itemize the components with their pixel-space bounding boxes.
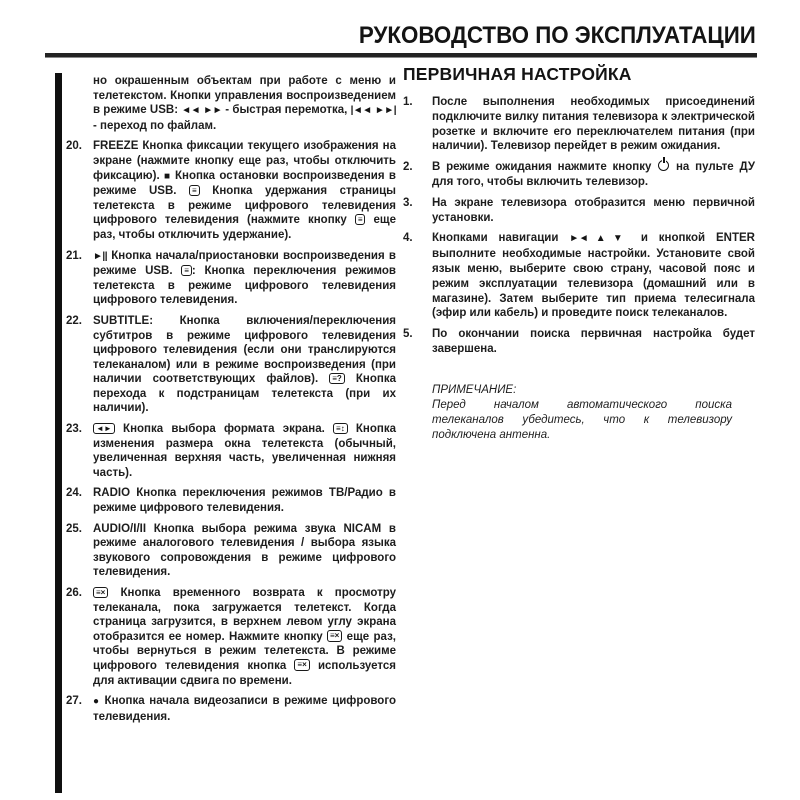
list-item-number: 4. — [403, 232, 413, 245]
list-item-text: По окончании поиска первичная настройка будет завершена. — [432, 328, 755, 355]
skip-next-icon: ►►| — [374, 105, 396, 117]
continuation-paragraph: но окрашенным объектам при работе с меню и телетекстом. Кнопки управления воспроизведением в режиме USB: ◄◄ ►► - быстрая перемотка, |◄◄ ►►| - переход по файлам. — [93, 75, 396, 132]
power-icon — [658, 160, 669, 171]
setup-step-3 — [403, 196, 755, 226]
list-item-number: 26. — [66, 587, 82, 599]
note-label: ПРИМЕЧАНИЕ: — [432, 383, 517, 396]
note-text: Перед началом автоматического поиска телеканалов убедитесь, что к телевизору подключена антенна. — [432, 398, 732, 441]
list-item-text: ◄► Кнопка выбора формата экрана. ≡↕ Кнопка изменения размера окна телетекста (обычный, увеличенная верхняя часть, увеличенная нижняя часть). — [93, 423, 396, 479]
list-item-24 — [66, 486, 396, 515]
list-item-23 — [66, 422, 396, 480]
list-item-number: 25. — [66, 522, 82, 535]
teletext-hold-icon: ≡ — [189, 185, 200, 197]
list-item-20 — [66, 139, 396, 242]
list-item-number: 22. — [66, 314, 82, 327]
play-pause-icon: ►|| — [93, 250, 107, 262]
list-item-25 — [66, 522, 396, 580]
list-item-text: Кнопками навигации ►◄▲▼ и кнопкой ENTER выполните необходимые настройки. Установите свой язык меню, выберите свою страну, часовой пояс и режим эксплуатации телевизора (домашний или в магазине). Затем выберите тип приема телесигнала (эфир или кабель) и проведите поиск телеканалов. — [432, 232, 755, 320]
list-item-text: RADIO Кнопка переключения режимов ТВ/Радио в режиме цифрового телевидения. — [93, 487, 396, 515]
list-item-text: ►|| Кнопка начала/приостановки воспроизведения в режиме USB. ≡ : Кнопка переключения режимов телетекста в режиме цифрового телевидения цифрового телевидения. — [93, 249, 396, 307]
list-item-number: 20. — [66, 140, 82, 153]
teletext-hold-icon: ≡ — [355, 214, 366, 226]
list-item-26 — [66, 586, 396, 688]
note-block — [432, 383, 755, 443]
teletext-cancel-icon: ≡× — [327, 630, 342, 642]
aspect-ratio-icon: ◄► — [93, 423, 115, 435]
section-heading: ПЕРВИЧНАЯ НАСТРОЙКА — [403, 64, 632, 84]
record-icon: ● — [93, 696, 100, 708]
list-item-number: 3. — [403, 196, 413, 209]
left-column — [66, 74, 396, 730]
teletext-mode-icon: ≡ — [181, 265, 192, 277]
list-item-27 — [66, 694, 396, 724]
stop-icon: ■ — [163, 170, 171, 182]
list-item-text: На экране телевизора отобразится меню первичной установки. — [432, 196, 755, 224]
list-item-text: SUBTITLE: Кнопка включения/переключения субтитров в режиме цифрового телевидения цифрового телевидения (если они транслируются телеканалом) или в режиме воспроизведения (при наличии соответствующих файлов). ≡? Кнопка перехода к подстраницам телетекста (при их наличии). — [93, 314, 396, 415]
teletext-cancel-icon: ≡× — [294, 659, 309, 671]
list-item-text: ● Кнопка начала видеозаписи в режиме цифрового телевидения. — [93, 695, 396, 723]
list-item-text: В режиме ожидания нажмите кнопку на пульте ДУ для того, чтобы включить телевизор. — [432, 161, 755, 188]
skip-previous-icon: |◄◄ — [350, 105, 372, 117]
list-item-number: 23. — [66, 423, 82, 436]
setup-step-4 — [403, 231, 755, 321]
setup-step-5 — [403, 327, 755, 357]
nav-arrows-icon: ►◄▲▼ — [569, 233, 630, 245]
list-item-number: 2. — [403, 161, 413, 174]
fast-forward-icon: ►► — [203, 105, 223, 117]
page-title: РУКОВОДСТВО ПО ЭКСПЛУАТАЦИИ — [359, 22, 756, 49]
list-item-number: 27. — [66, 695, 82, 708]
list-item-text: ≡× Кнопка временного возврата к просмотру телеканала, пока загружается телетекст. Когда страница загрузится, в верхнем левом углу экрана отобразится ее номер. Нажмите кнопку ≡× еще раз, чтобы вернуться в режим телетекста. В режиме цифрового телевидения кнопка ≡× используется для активации сдвига по времени. — [93, 587, 396, 687]
list-item-text: После выполнения необходимых присоединений подключите вилку питания телевизора к электрической розетке и включите его переключателем питания (при наличии). Телевизор перейдет в режим ожидания. — [432, 96, 755, 153]
teletext-subpage-icon: ≡? — [329, 373, 345, 385]
teletext-cancel-icon: ≡× — [93, 587, 108, 599]
header-rule — [45, 53, 757, 58]
list-item-text: FREEZE Кнопка фиксации текущего изображения на экране (нажмите кнопку еще раз, чтобы отключить фиксацию). ■ Кнопка остановки воспроизведения в режиме USB. ≡ Кнопка удержания страницы телетекста в режиме цифрового телевидения цифрового телевидения (нажмите кнопку ≡ еще раз, чтобы отключить удержание). — [93, 140, 397, 241]
list-item-number: 5. — [403, 328, 413, 341]
teletext-size-icon: ≡↕ — [333, 423, 348, 435]
left-edge-bar — [55, 73, 62, 793]
list-item-21 — [66, 249, 396, 308]
list-item-22 — [66, 314, 396, 416]
list-item-text: AUDIO/I/II Кнопка выбора режима звука NICAM в режиме аналогового телевидения / выбора языка звукового сопровождения в режиме цифрового телевидения. — [93, 522, 396, 579]
right-column — [403, 64, 755, 443]
setup-step-2 — [403, 160, 755, 190]
list-item-number: 21. — [66, 249, 82, 262]
list-item-number: 1. — [403, 96, 413, 108]
fast-rewind-icon: ◄◄ — [181, 105, 201, 117]
list-item-number: 24. — [66, 487, 82, 500]
setup-step-1 — [403, 95, 755, 154]
